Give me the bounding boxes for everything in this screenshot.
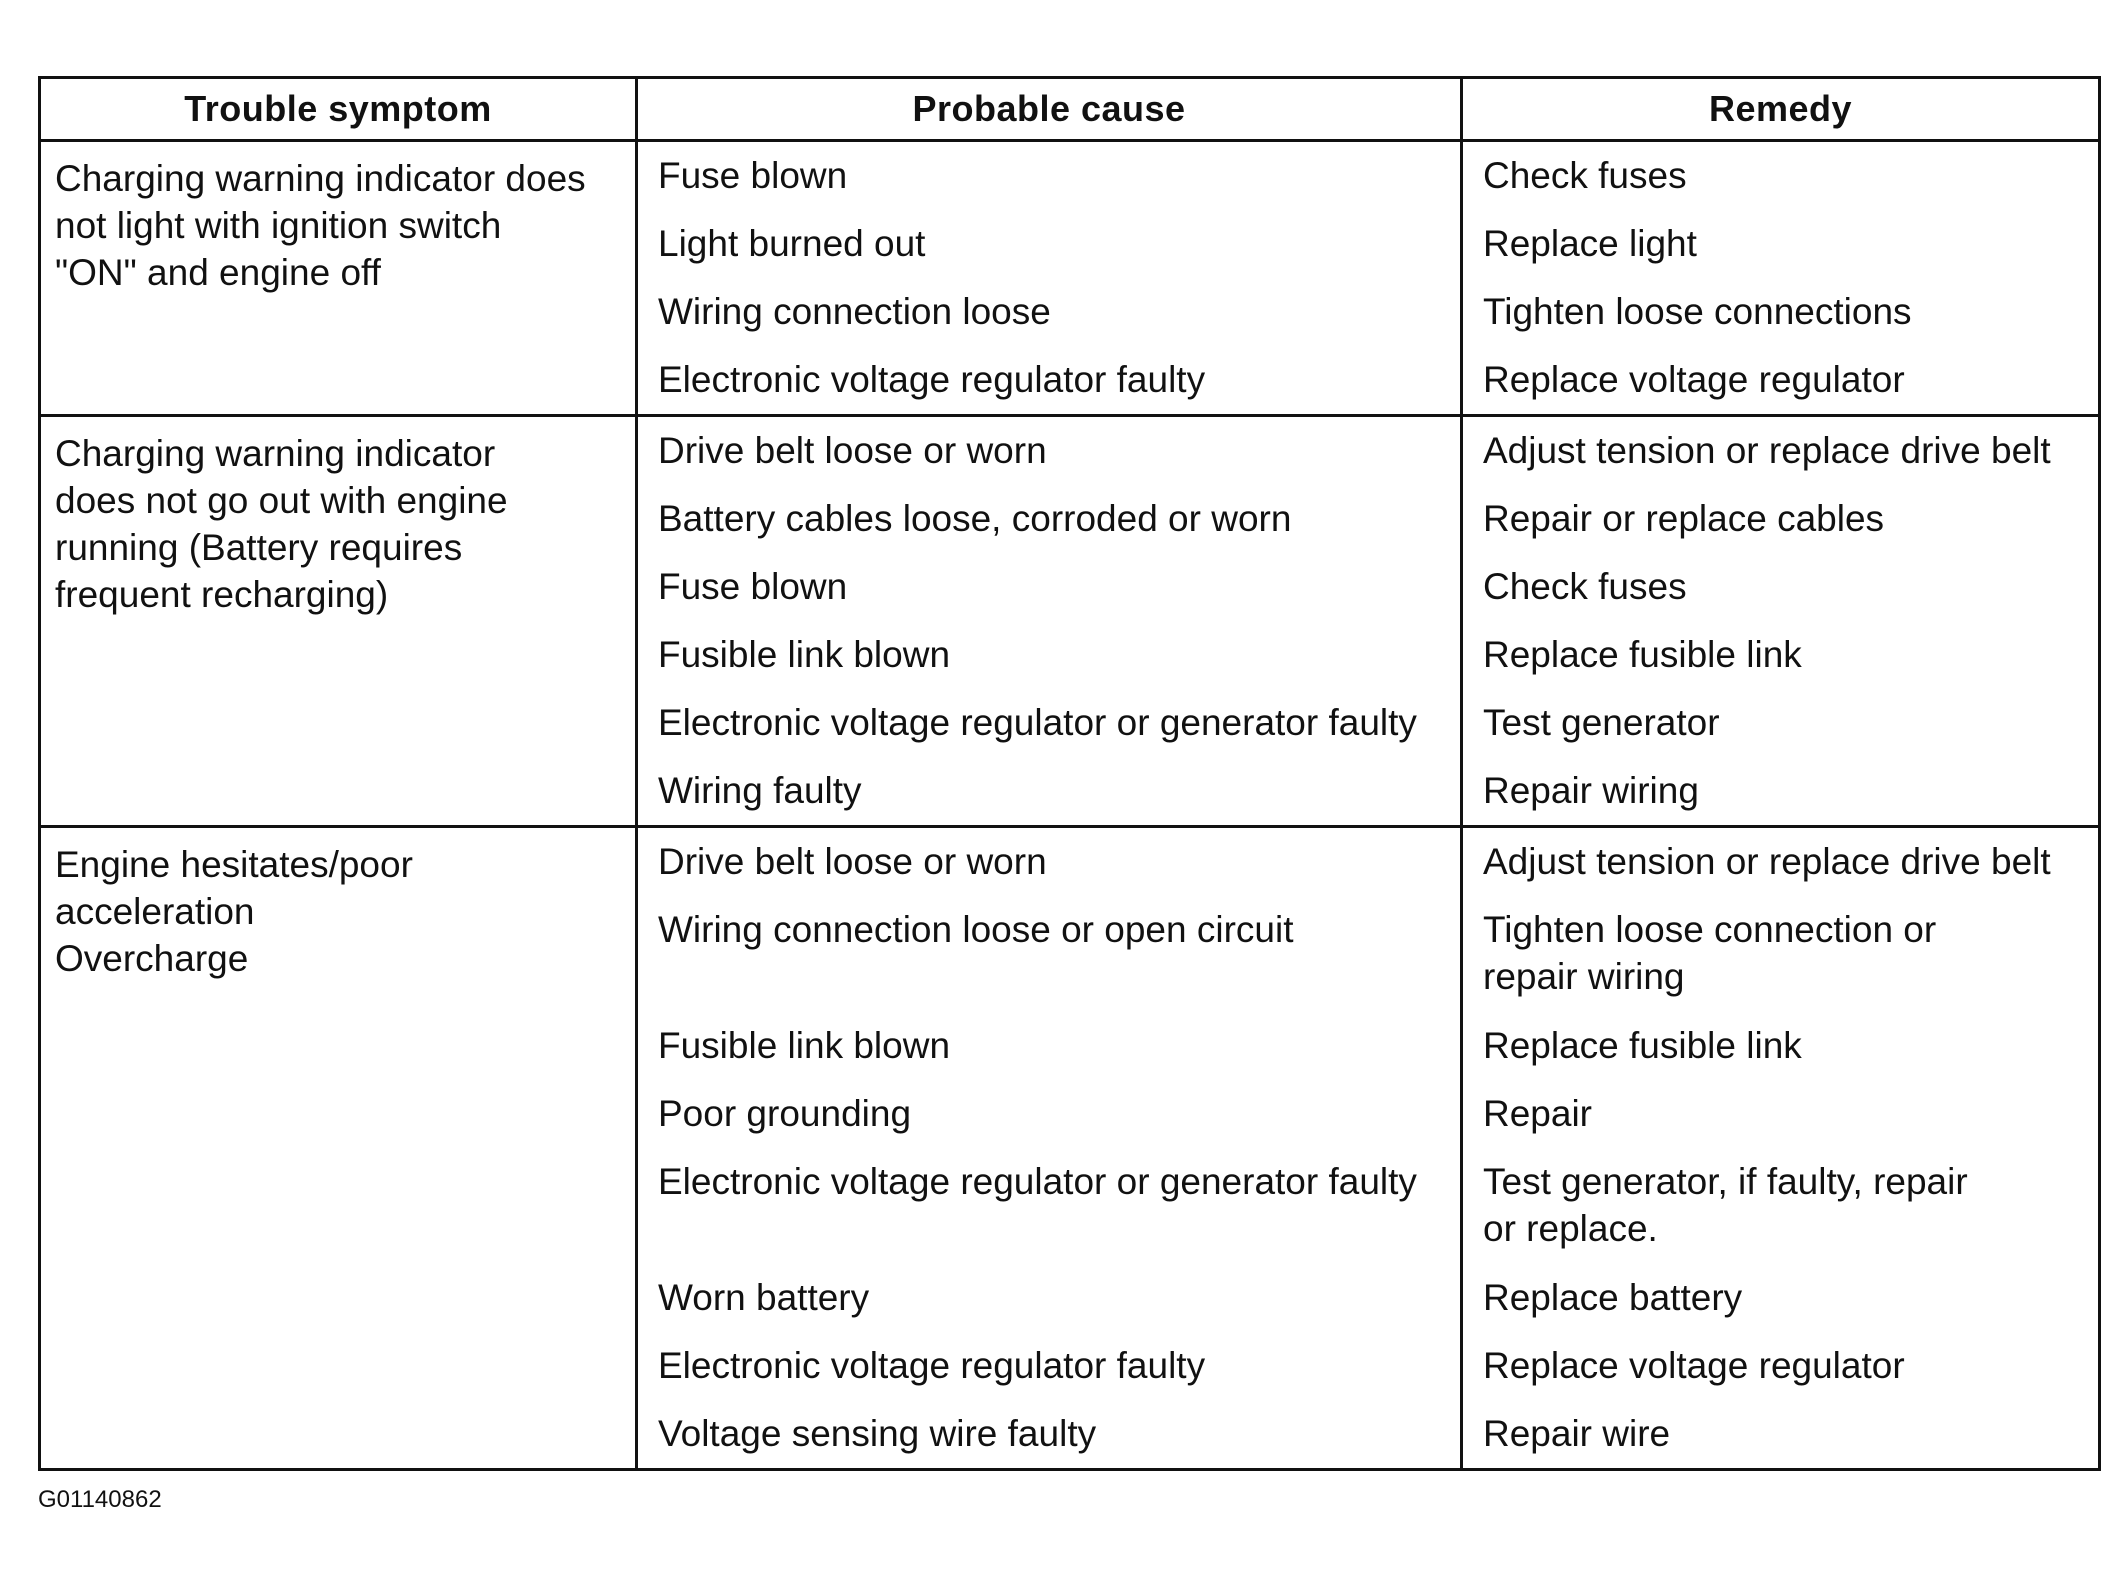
symptom-line: running (Battery requires <box>55 527 463 568</box>
remedy-line: Test generator <box>1483 702 1720 743</box>
header-row <box>40 78 2100 141</box>
symptom-group-2 <box>40 416 2100 827</box>
figure-id-caption: G01140862 <box>38 1486 162 1513</box>
table-row <box>638 417 2098 485</box>
cause-text: Wiring faulty <box>638 757 1463 825</box>
cause-text: Fusible link blown <box>638 1012 1463 1080</box>
remedy-line: Replace light <box>1483 223 1697 264</box>
table-row <box>638 210 2098 278</box>
table-row <box>638 485 2098 553</box>
cause-text: Fuse blown <box>638 553 1463 621</box>
table-row <box>638 1012 2098 1080</box>
cause-text: Voltage sensing wire faulty <box>638 1400 1463 1468</box>
cause-text: Electronic voltage regulator or generator faulty <box>638 1148 1463 1264</box>
cause-text: Light burned out <box>638 210 1463 278</box>
table-row <box>638 1264 2098 1332</box>
remedy-line: Adjust tension or replace drive belt <box>1483 430 2051 471</box>
cause-text: Wiring connection loose <box>638 278 1463 346</box>
header-probable-cause: Probable cause <box>637 78 1462 141</box>
troubleshooting-table-wrapper <box>38 76 2098 1471</box>
remedy-line: Replace battery <box>1483 1277 1743 1318</box>
remedy-text <box>1463 1080 2098 1148</box>
symptom-cell <box>40 141 637 416</box>
remedy-line: Repair <box>1483 1093 1592 1134</box>
remedy-text <box>1463 1148 2098 1264</box>
table-row <box>638 689 2098 757</box>
cause-text: Electronic voltage regulator or generator faulty <box>638 689 1463 757</box>
cause-text: Worn battery <box>638 1264 1463 1332</box>
table-row <box>638 553 2098 621</box>
remedy-line: Tighten loose connections <box>1483 291 1912 332</box>
header-remedy: Remedy <box>1462 78 2100 141</box>
remedy-line: Repair or replace cables <box>1483 498 1885 539</box>
symptom-line: Overcharge <box>55 938 249 979</box>
remedy-text <box>1463 1264 2098 1332</box>
symptom-group-3 <box>40 827 2100 1470</box>
table-row <box>638 1148 2098 1264</box>
cause-remedy-cell <box>637 827 2100 1470</box>
symptom-cell <box>40 827 637 1470</box>
symptom-line: "ON" and engine off <box>55 252 381 293</box>
remedy-line: Test generator, if faulty, repair <box>1483 1161 1968 1202</box>
remedy-line: Check fuses <box>1483 566 1687 607</box>
remedy-line: Replace voltage regulator <box>1483 359 1905 400</box>
cause-text: Electronic voltage regulator faulty <box>638 1332 1463 1400</box>
remedy-text <box>1463 1332 2098 1400</box>
cause-remedy-cell <box>637 416 2100 827</box>
cause-text: Fuse blown <box>638 142 1463 210</box>
remedy-line: Check fuses <box>1483 155 1687 196</box>
remedy-line: repair wiring <box>1483 956 1685 997</box>
remedy-line: Repair wiring <box>1483 770 1699 811</box>
table-row <box>638 896 2098 1012</box>
symptom-line: frequent recharging) <box>55 574 389 615</box>
remedy-line: Replace voltage regulator <box>1483 1345 1905 1386</box>
remedy-text <box>1463 553 2098 621</box>
cause-text: Electronic voltage regulator faulty <box>638 346 1463 414</box>
remedy-text <box>1463 485 2098 553</box>
remedy-text <box>1463 346 2098 414</box>
cause-text: Fusible link blown <box>638 621 1463 689</box>
symptom-line: acceleration <box>55 891 255 932</box>
remedy-text <box>1463 142 2098 210</box>
table-row <box>638 828 2098 896</box>
symptom-line: Charging warning indicator <box>55 433 496 474</box>
remedy-line: Adjust tension or replace drive belt <box>1483 841 2051 882</box>
remedy-text <box>1463 1400 2098 1468</box>
symptom-cell <box>40 416 637 827</box>
remedy-text <box>1463 828 2098 896</box>
remedy-text <box>1463 1012 2098 1080</box>
symptom-line: not light with ignition switch <box>55 205 502 246</box>
table-row <box>638 621 2098 689</box>
symptom-group-1 <box>40 141 2100 416</box>
remedy-line: Repair wire <box>1483 1413 1671 1454</box>
table-row <box>638 757 2098 825</box>
remedy-text <box>1463 896 2098 1012</box>
remedy-line: Replace fusible link <box>1483 1025 1802 1066</box>
table-row <box>638 142 2098 210</box>
symptom-line: does not go out with engine <box>55 480 508 521</box>
remedy-line: Tighten loose connection or <box>1483 909 1937 950</box>
remedy-text <box>1463 417 2098 485</box>
remedy-text <box>1463 689 2098 757</box>
troubleshooting-table <box>38 76 2101 1471</box>
cause-remedy-cell <box>637 141 2100 416</box>
remedy-text <box>1463 278 2098 346</box>
cause-text: Drive belt loose or worn <box>638 828 1463 896</box>
table-row <box>638 346 2098 414</box>
symptom-line: Charging warning indicator does <box>55 158 586 199</box>
remedy-line: Replace fusible link <box>1483 634 1802 675</box>
symptom-line: Engine hesitates/poor <box>55 844 413 885</box>
cause-text: Wiring connection loose or open circuit <box>638 896 1463 1012</box>
table-row <box>638 1400 2098 1468</box>
cause-text: Poor grounding <box>638 1080 1463 1148</box>
remedy-text <box>1463 757 2098 825</box>
table-row <box>638 278 2098 346</box>
remedy-line: or replace. <box>1483 1208 1658 1249</box>
remedy-text <box>1463 210 2098 278</box>
table-row <box>638 1080 2098 1148</box>
cause-text: Drive belt loose or worn <box>638 417 1463 485</box>
table-row <box>638 1332 2098 1400</box>
cause-text: Battery cables loose, corroded or worn <box>638 485 1463 553</box>
remedy-text <box>1463 621 2098 689</box>
header-trouble-symptom: Trouble symptom <box>40 78 637 141</box>
